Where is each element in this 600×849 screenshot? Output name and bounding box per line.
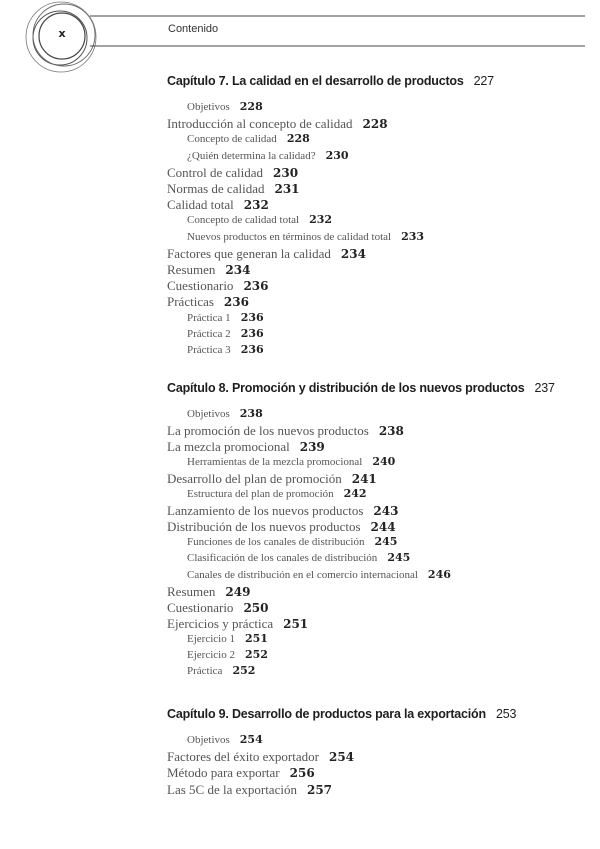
toc-entry <box>187 632 268 645</box>
toc-entry-title: Resumen <box>167 262 216 277</box>
toc-entry-page: 228 <box>362 117 388 132</box>
toc-entry <box>187 149 349 162</box>
toc-entry-title: Funciones de los canales de distribución <box>187 536 365 549</box>
toc-entry-title: La mezcla promocional <box>167 439 290 455</box>
toc-entry <box>187 311 264 324</box>
toc-entry <box>167 616 308 632</box>
toc-entry-page: 238 <box>239 407 263 420</box>
toc-entry-page: 252 <box>244 647 268 661</box>
toc-entry-page: 232 <box>243 198 269 213</box>
toc-entry-title: Cuestionario <box>167 599 234 615</box>
toc-entry-title: Prácticas <box>167 294 214 310</box>
toc-entry-page: 234 <box>340 246 366 261</box>
toc-entry <box>187 455 395 468</box>
toc-entry-page: 236 <box>223 295 249 310</box>
toc-entry <box>187 343 264 356</box>
toc-entry-page: 254 <box>328 750 355 765</box>
toc-entry-page: 245 <box>374 535 398 549</box>
toc-entry-title: Ejercicio 1 <box>187 632 235 645</box>
toc-entry-page: 236 <box>243 279 269 294</box>
chapter-heading <box>167 707 516 721</box>
toc-entry <box>167 181 300 197</box>
toc-entry-page: 250 <box>243 600 269 615</box>
toc-entry-page: 249 <box>225 584 251 599</box>
toc-entry <box>167 584 250 600</box>
chapter-page-number: 227 <box>473 74 494 88</box>
toc-entry-title: Calidad total <box>167 197 234 213</box>
chapter-heading <box>167 381 555 395</box>
toc-entry <box>187 551 410 564</box>
toc-entry-title: Nuevos productos en términos de calidad total <box>187 230 392 243</box>
toc-entry <box>167 423 404 439</box>
toc-entry-title: Práctica 3 <box>187 344 231 356</box>
toc-entry-title: Introducción al concepto de calidad <box>167 116 353 132</box>
toc-entry-page: 246 <box>427 567 451 581</box>
toc-entry <box>167 116 388 132</box>
toc-entry-title: Práctica 1 <box>187 311 231 324</box>
toc-entry-title: Práctica <box>187 664 223 677</box>
toc-entry <box>167 782 332 798</box>
toc-entry-title: Estructura del plan de promoción <box>187 488 334 501</box>
toc-entry <box>167 519 396 535</box>
toc-entry-page: 234 <box>225 263 251 277</box>
toc-entry <box>187 487 367 500</box>
toc-entry-page: 243 <box>373 504 399 519</box>
toc-entry <box>167 246 366 262</box>
toc-entry-title: Control de calidad <box>167 164 264 180</box>
toc-entry-page: 238 <box>378 424 404 439</box>
toc-entry-page: 239 <box>299 440 325 455</box>
toc-entry-page: 230 <box>325 148 349 162</box>
toc-entry-page: 228 <box>286 132 310 146</box>
toc-entry <box>187 535 397 548</box>
toc-entry-page: 236 <box>240 310 264 324</box>
toc-entry-title: Concepto de calidad <box>187 133 277 146</box>
toc-entry <box>187 100 263 113</box>
running-header-section: Contenido <box>168 23 219 35</box>
toc-entry-title: Lanzamiento de los nuevos productos <box>167 503 364 519</box>
chapter-page-number: 237 <box>534 381 555 395</box>
toc-entry <box>187 407 263 420</box>
toc-entry-page: 256 <box>289 766 315 781</box>
toc-entry-page: 241 <box>351 472 377 487</box>
toc-entry-title: Herramientas de la mezcla promocional <box>187 456 363 469</box>
toc-entry-title: La promoción de los nuevos productos <box>167 423 369 439</box>
toc-entry <box>187 132 310 145</box>
toc-entry-page: 251 <box>283 616 309 631</box>
toc-entry-title: Resumen <box>167 583 216 599</box>
toc-entry-title: Factores que generan la calidad <box>167 245 331 261</box>
toc-entry <box>187 648 268 661</box>
toc-entry-title: Cuestionario <box>167 278 234 294</box>
toc-entry-page: 236 <box>240 343 264 356</box>
chapter-heading <box>167 74 494 88</box>
toc-entry-title: Normas de calidad <box>167 181 265 196</box>
toc-entry-title: Concepto de calidad total <box>187 214 300 227</box>
chapter-title: Capítulo 9. Desarrollo de productos para la exportación <box>167 707 486 721</box>
toc-entry-page: 244 <box>370 520 396 535</box>
toc-entry <box>167 749 354 765</box>
toc-entry-title: Clasificación de los canales de distribución <box>187 552 378 565</box>
toc-entry-title: Canales de distribución en el comercio internacional <box>187 568 418 581</box>
toc-entry <box>167 278 269 294</box>
toc-entry-title: Factores del éxito exportador <box>167 749 319 765</box>
toc-entry-title: Las 5C de la exportación <box>167 781 297 797</box>
toc-entry-page: 231 <box>274 182 300 196</box>
toc-entry-title: Práctica 2 <box>187 327 231 340</box>
toc-entry <box>187 733 263 746</box>
toc-entry-page: 233 <box>401 229 425 243</box>
toc-entry <box>167 165 298 181</box>
toc-entry <box>167 294 249 310</box>
toc-entry-title: Objetivos <box>187 101 230 113</box>
toc-entry <box>167 765 315 781</box>
page-number: x <box>58 27 66 40</box>
chapter-page-number: 253 <box>495 707 517 721</box>
toc-entry-title: ¿Quién determina la calidad? <box>187 149 316 162</box>
toc-entry <box>187 327 264 340</box>
toc-entry-page: 252 <box>232 663 256 677</box>
toc-entry-title: Objetivos <box>187 408 230 420</box>
toc-entry-page: 240 <box>372 455 396 469</box>
toc-entry-page: 251 <box>244 631 268 645</box>
toc-entry-page: 254 <box>239 733 263 746</box>
toc-entry-title: Ejercicio 2 <box>187 648 235 661</box>
toc-entry <box>187 213 332 226</box>
toc-entry <box>167 262 250 278</box>
toc-entry-title: Método para exportar <box>167 765 280 781</box>
toc-entry <box>167 471 377 487</box>
chapter-title: Capítulo 7. La calidad en el desarrollo de productos <box>167 74 464 88</box>
toc-entry-page: 242 <box>343 487 367 501</box>
toc-entry <box>167 197 269 213</box>
toc-entry-page: 228 <box>239 100 263 113</box>
toc-entry <box>167 600 269 616</box>
toc-entry-page: 245 <box>387 551 411 565</box>
chapter-title: Capítulo 8. Promoción y distribución de los nuevos productos <box>167 381 525 395</box>
toc-entry <box>167 503 398 519</box>
toc-entry <box>167 439 325 455</box>
toc-entry-page: 236 <box>240 326 264 340</box>
toc-entry-page: 257 <box>306 782 333 797</box>
toc-entry-title: Desarrollo del plan de promoción <box>167 471 342 487</box>
toc-entry-title: Ejercicios y práctica <box>167 615 274 631</box>
toc-entry-page: 230 <box>273 165 299 180</box>
toc-entry-title: Distribución de los nuevos productos <box>167 519 361 535</box>
toc-entry-page: 232 <box>309 213 333 227</box>
toc-entry <box>187 568 451 581</box>
toc-entry <box>187 230 424 243</box>
toc-entry-title: Objetivos <box>187 734 230 746</box>
toc-entry <box>187 664 255 677</box>
